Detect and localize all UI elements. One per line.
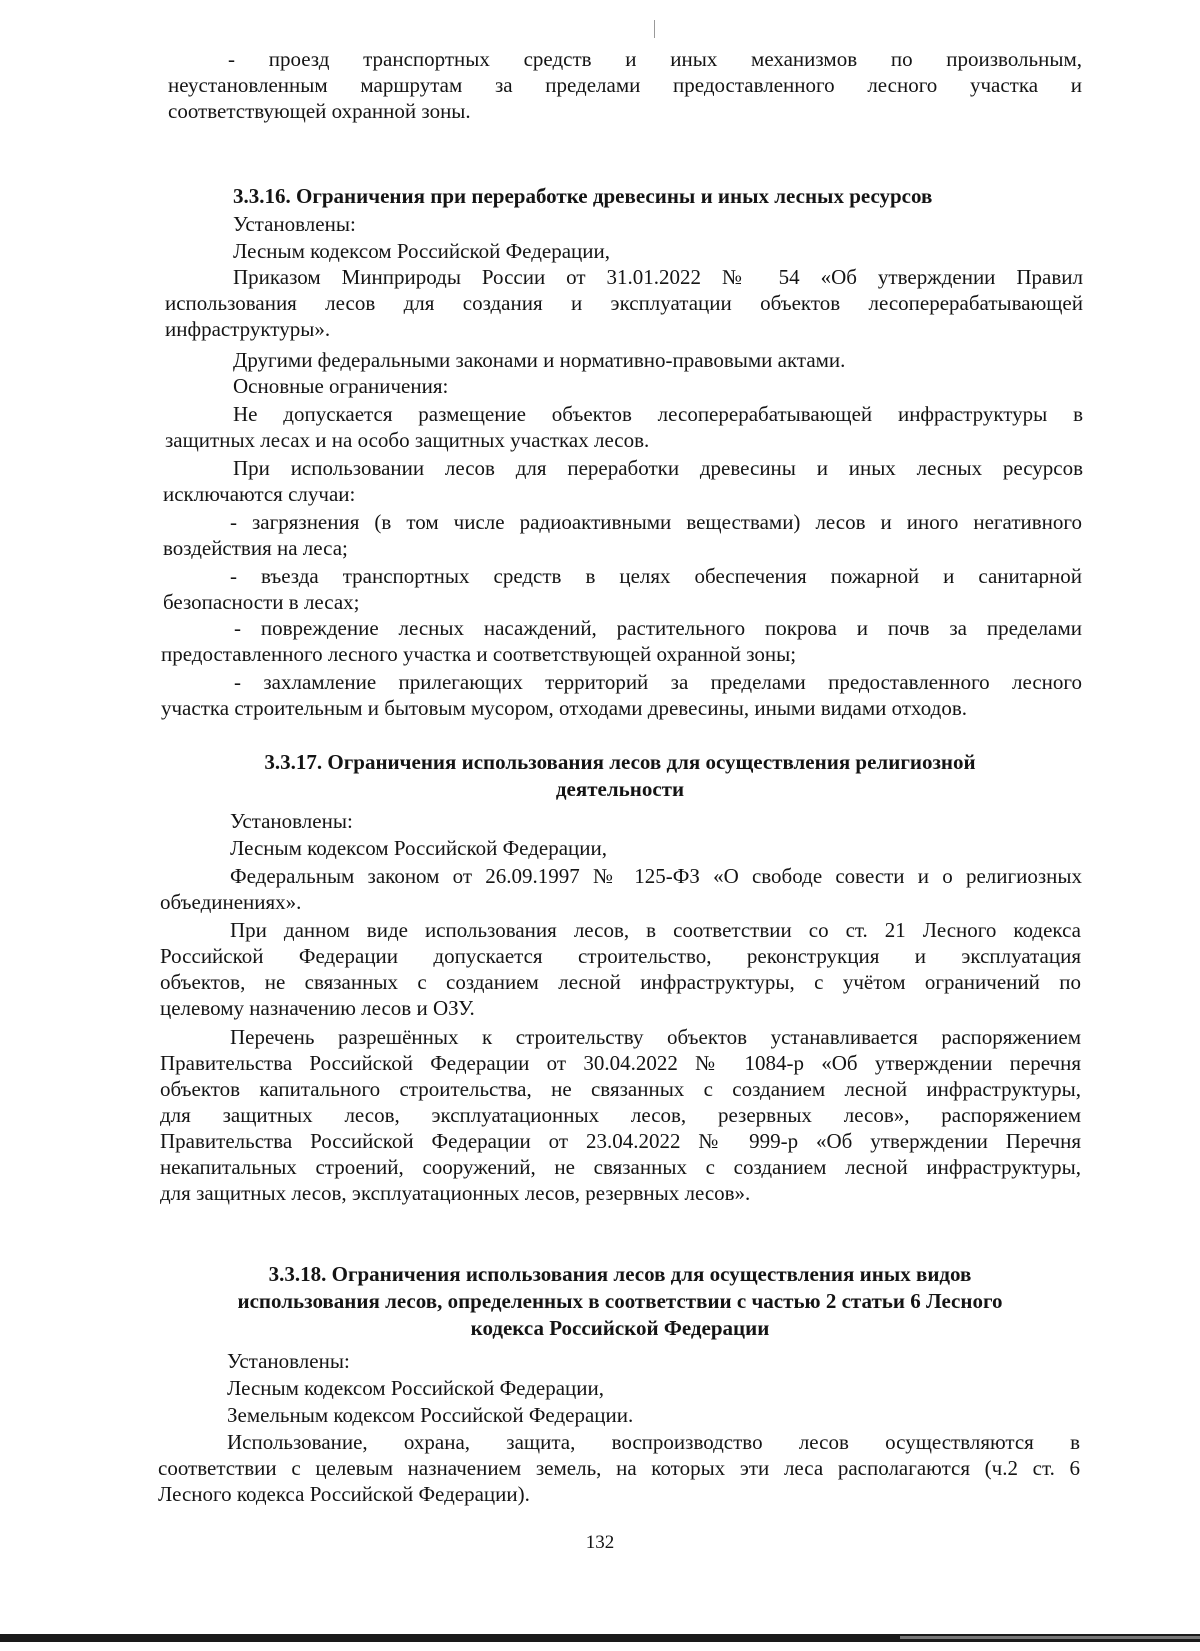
s16-forest-code: Лесным кодексом Российской Федерации, (233, 239, 610, 263)
s17-list-line-4: для защитных лесов, эксплуатационных лесов, резервных лесов», распоряжением (160, 1103, 1081, 1127)
s16-bullet-4-line-1: - захламление прилегающих территорий за пределами предоставленного лесного (234, 670, 1082, 694)
s17-list-line-5: Правительства Российской Федерации от 23.04.2022 № 999-р «Об утверждении Перечня (160, 1129, 1081, 1153)
s18-forest-code: Лесным кодексом Российской Федерации, (227, 1376, 604, 1400)
intro-line-1: - проезд транспортных средств и иных механизмов по произвольным, (228, 47, 1082, 71)
s17-list-line-7: для защитных лесов, эксплуатационных лесов, резервных лесов». (160, 1181, 751, 1205)
s16-other-laws: Другими федеральными законами и нормативно-правовыми актами. (233, 348, 846, 372)
page-number: 132 (585, 1532, 615, 1553)
intro-line-3: соответствующей охранной зоны. (168, 99, 471, 123)
s16-bullet-3-line-1: - повреждение лесных насаждений, растительного покрова и почв за пределами (234, 616, 1082, 640)
s16-order-line-2: использования лесов для создания и эксплуатации объектов лесоперерабатывающей (165, 291, 1083, 315)
s16-bullet-3-line-2: предоставленного лесного участка и соответствующей охранной зоны; (161, 642, 797, 666)
s18-usage-line-1: Использование, охрана, защита, воспроизводство лесов осуществляются в (227, 1430, 1080, 1454)
s17-usage-line-3: объектов, не связанных с созданием лесной инфраструктуры, с учётом ограничений по (160, 970, 1081, 994)
s16-bullet-4-line-2: участка строительным и бытовым мусором, отходами древесины, иными видами отходов. (161, 696, 967, 720)
s17-list-line-2: Правительства Российской Федерации от 30.04.2022 № 1084-р «Об утверждении перечня (160, 1051, 1081, 1075)
section-heading-3-3-17-line-2: деятельности (555, 777, 685, 801)
s18-land-code: Земельным кодексом Российской Федерации. (227, 1403, 634, 1427)
s16-bullet-2-line-2: безопасности в лесах; (163, 590, 360, 614)
s17-usage-line-2: Российской Федерации допускается строительство, реконструкция и эксплуатация (160, 944, 1081, 968)
s16-order-line-3: инфраструктуры». (165, 317, 331, 341)
scan-edge-line-shadow (900, 1636, 1200, 1639)
s16-order-line-1: Приказом Минприроды России от 31.01.2022 № 54 «Об утверждении Правил (233, 265, 1083, 289)
section-heading-3-3-18-line-2: использования лесов, определенных в соответствии с частью 2 статьи 6 Лесного (237, 1289, 1003, 1313)
s16-established: Установлены: (233, 212, 356, 236)
s16-bullet-1-line-2: воздействия на леса; (163, 536, 348, 560)
s16-main-restrictions: Основные ограничения: (233, 374, 449, 398)
scan-mark (654, 20, 655, 38)
s17-law-line-2: объединениях». (160, 890, 302, 914)
s16-bullet-1-line-1: - загрязнения (в том числе радиоактивными веществами) лесов и иного негативного (230, 510, 1082, 534)
section-heading-3-3-17-line-1: 3.3.17. Ограничения использования лесов для осуществления религиозной (264, 750, 976, 774)
s16-bullet-2-line-1: - въезда транспортных средств в целях обеспечения пожарной и санитарной (230, 564, 1082, 588)
s17-list-line-3: объектов капитального строительства, не связанных с созданием лесной инфраструктуры, (160, 1077, 1081, 1101)
section-heading-3-3-16: 3.3.16. Ограничения при переработке древесины и иных лесных ресурсов (233, 184, 933, 208)
s17-usage-line-1: При данном виде использования лесов, в соответствии со ст. 21 Лесного кодекса (230, 918, 1081, 942)
s17-list-line-1: Перечень разрешённых к строительству объектов устанавливается распоряжением (230, 1025, 1081, 1049)
s16-placement-line-2: защитных лесах и на особо защитных участках лесов. (165, 428, 650, 452)
s16-usage-line-1: При использовании лесов для переработки древесины и иных лесных ресурсов (233, 456, 1083, 480)
s16-placement-line-1: Не допускается размещение объектов лесоперерабатывающей инфраструктуры в (233, 402, 1083, 426)
section-heading-3-3-18-line-3: кодекса Российской Федерации (470, 1316, 770, 1340)
s17-forest-code: Лесным кодексом Российской Федерации, (230, 836, 607, 860)
s17-established: Установлены: (230, 809, 353, 833)
s17-usage-line-4: целевому назначению лесов и ОЗУ. (160, 996, 475, 1020)
s18-established: Установлены: (227, 1349, 350, 1373)
s17-list-line-6: некапитальных строений, сооружений, не связанных с созданием лесной инфраструктуры, (160, 1155, 1081, 1179)
s17-law-line-1: Федеральным законом от 26.09.1997 № 125-ФЗ «О свободе совести и о религиозных (230, 864, 1082, 888)
section-heading-3-3-18-line-1: 3.3.18. Ограничения использования лесов для осуществления иных видов (268, 1262, 972, 1286)
s18-usage-line-3: Лесного кодекса Российской Федерации). (158, 1482, 530, 1506)
s16-usage-line-2: исключаются случаи: (163, 482, 356, 506)
intro-line-2: неустановленным маршрутам за пределами предоставленного лесного участка и (168, 73, 1082, 97)
s18-usage-line-2: соответствии с целевым назначением земель, на которых эти леса располагаются (ч.2 ст. 6 (158, 1456, 1080, 1480)
